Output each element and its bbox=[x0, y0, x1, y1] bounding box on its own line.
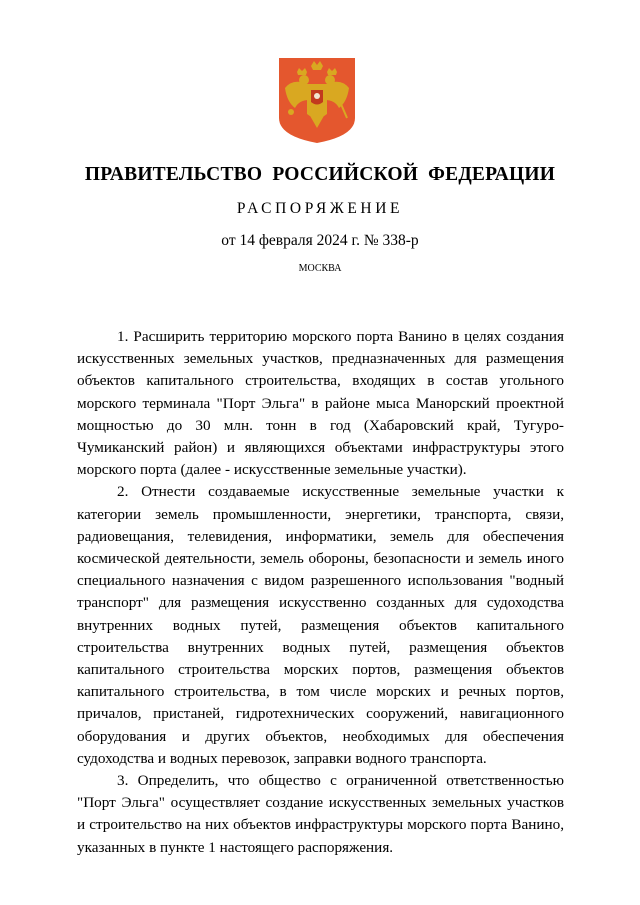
document-city: МОСКВА bbox=[298, 263, 342, 274]
organization-title: ПРАВИТЕЛЬСТВО РОССИЙСКОЙ ФЕДЕРАЦИИ bbox=[84, 164, 556, 185]
paragraph-2: 2. Отнести создаваемые искусственные земельные участки к категории земель промышленности, энергетики, транспорта, связи, радиовещания, телевидения, информатики, земель для обеспечения космической деятельности, земель обороны, безопасности и земель иного специального назначения с видом разрешенного использования "водный транспорт" для размещения искусственно созданных для судоходства внутренних водных путей, размещения объектов капитального строительства внутренних водных путей, размещения объектов капитального строительства морских портов, размещения объектов капитального строительства, в том числе морских и речных портов, причалов, пристаней, гидротехнических сооружений, навигационного оборудования и других объектов, необходимых для обеспечения судоходства и водных перевозок, заправки водного транспорта. bbox=[77, 483, 564, 767]
russian-coat-of-arms-icon bbox=[277, 56, 357, 144]
document-date-number: от 14 февраля 2024 г. № 338-р bbox=[221, 232, 419, 249]
paragraph-3: 3. Определить, что общество с ограниченной ответственностью "Порт Эльга" осуществляет создание искусственных земельных участков и строительство на них объектов инфраструктуры морского порта Ванино, указанных в пункте 1 настоящего распоряжения. bbox=[77, 772, 564, 856]
document-body bbox=[77, 326, 564, 859]
paragraph-1: 1. Расширить территорию морского порта Ванино в целях создания искусственных земельных участков, предназначенных для размещения объектов капитального строительства, входящих в состав угольного морского терминала "Порт Эльга" в районе мыса Манорский проектной мощностью до 30 млн. тонн в год (Хабаровский край, Тугуро-Чумиканский район) и являющихся объектами инфраструктуры этого морского порта (далее - искусственные земельные участки). bbox=[77, 328, 564, 479]
document-type: РАСПОРЯЖЕНИЕ bbox=[236, 200, 404, 217]
